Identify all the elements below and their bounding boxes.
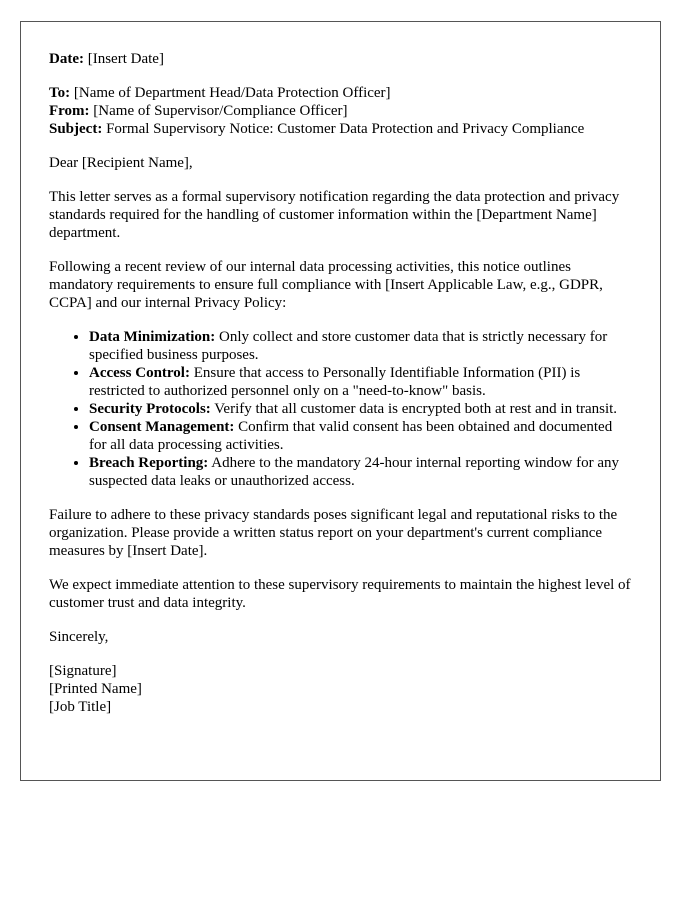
signature-placeholder: [Signature] <box>49 663 117 679</box>
subject-value: Formal Supervisory Notice: Customer Data Protection and Privacy Compliance <box>106 121 585 137</box>
list-item <box>89 418 632 454</box>
expectation-paragraph: We expect immediate attention to these supervisory requirements to maintain the highest level of customer trust and data integrity. <box>49 577 631 611</box>
requirements-list <box>49 328 632 490</box>
subject-line <box>49 120 632 138</box>
list-item <box>89 400 632 418</box>
requirement-text: Adhere to the mandatory 24-hour internal reporting window for any suspected data leaks or unauthorized access. <box>89 455 620 489</box>
closing: Sincerely, <box>49 629 109 645</box>
requirement-title: Breach Reporting: <box>89 455 209 471</box>
date-line <box>49 50 632 68</box>
subject-label: Subject: <box>49 121 103 137</box>
to-label: To: <box>49 85 71 101</box>
list-item <box>89 364 632 400</box>
intro-paragraph: This letter serves as a formal supervisory notification regarding the data protection and privacy standards required for the handling of customer information within the [Department Name] department. <box>49 189 620 241</box>
date-label: Date: <box>49 51 84 67</box>
date-value: [Insert Date] <box>87 51 164 67</box>
requirement-title: Consent Management: <box>89 419 235 435</box>
requirement-text: Verify that all customer data is encrypted both at rest and in transit. <box>214 401 618 417</box>
from-label: From: <box>49 103 90 119</box>
job-title: [Job Title] <box>49 699 112 715</box>
signature-block <box>49 662 632 716</box>
requirement-text: Ensure that access to Personally Identifiable Information (PII) is restricted to authorized personnel only on a "need-to-know" basis. <box>89 365 581 399</box>
review-paragraph: Following a recent review of our internal data processing activities, this notice outlines mandatory requirements to ensure full compliance with [Insert Applicable Law, e.g., GDPR, CCPA] and our internal Privacy Policy: <box>49 259 603 311</box>
printed-name: [Printed Name] <box>49 681 142 697</box>
failure-paragraph: Failure to adhere to these privacy standards poses significant legal and reputational risks to the organization. Please provide a written status report on your department's current compliance measures by [Insert Date]. <box>49 507 618 559</box>
from-line <box>49 102 632 120</box>
letter-document <box>20 21 661 781</box>
to-line <box>49 84 632 102</box>
requirement-title: Access Control: <box>89 365 190 381</box>
list-item <box>89 328 632 364</box>
address-block <box>49 84 632 138</box>
requirement-title: Data Minimization: <box>89 329 216 345</box>
list-item <box>89 454 632 490</box>
requirement-text: Confirm that valid consent has been obtained and documented for all data processing activities. <box>89 419 613 453</box>
from-value: [Name of Supervisor/Compliance Officer] <box>93 103 348 119</box>
requirement-text: Only collect and store customer data that is strictly necessary for specified business purposes. <box>89 329 608 363</box>
salutation: Dear [Recipient Name], <box>49 155 193 171</box>
to-value: [Name of Department Head/Data Protection Officer] <box>73 85 391 101</box>
requirement-title: Security Protocols: <box>89 401 211 417</box>
